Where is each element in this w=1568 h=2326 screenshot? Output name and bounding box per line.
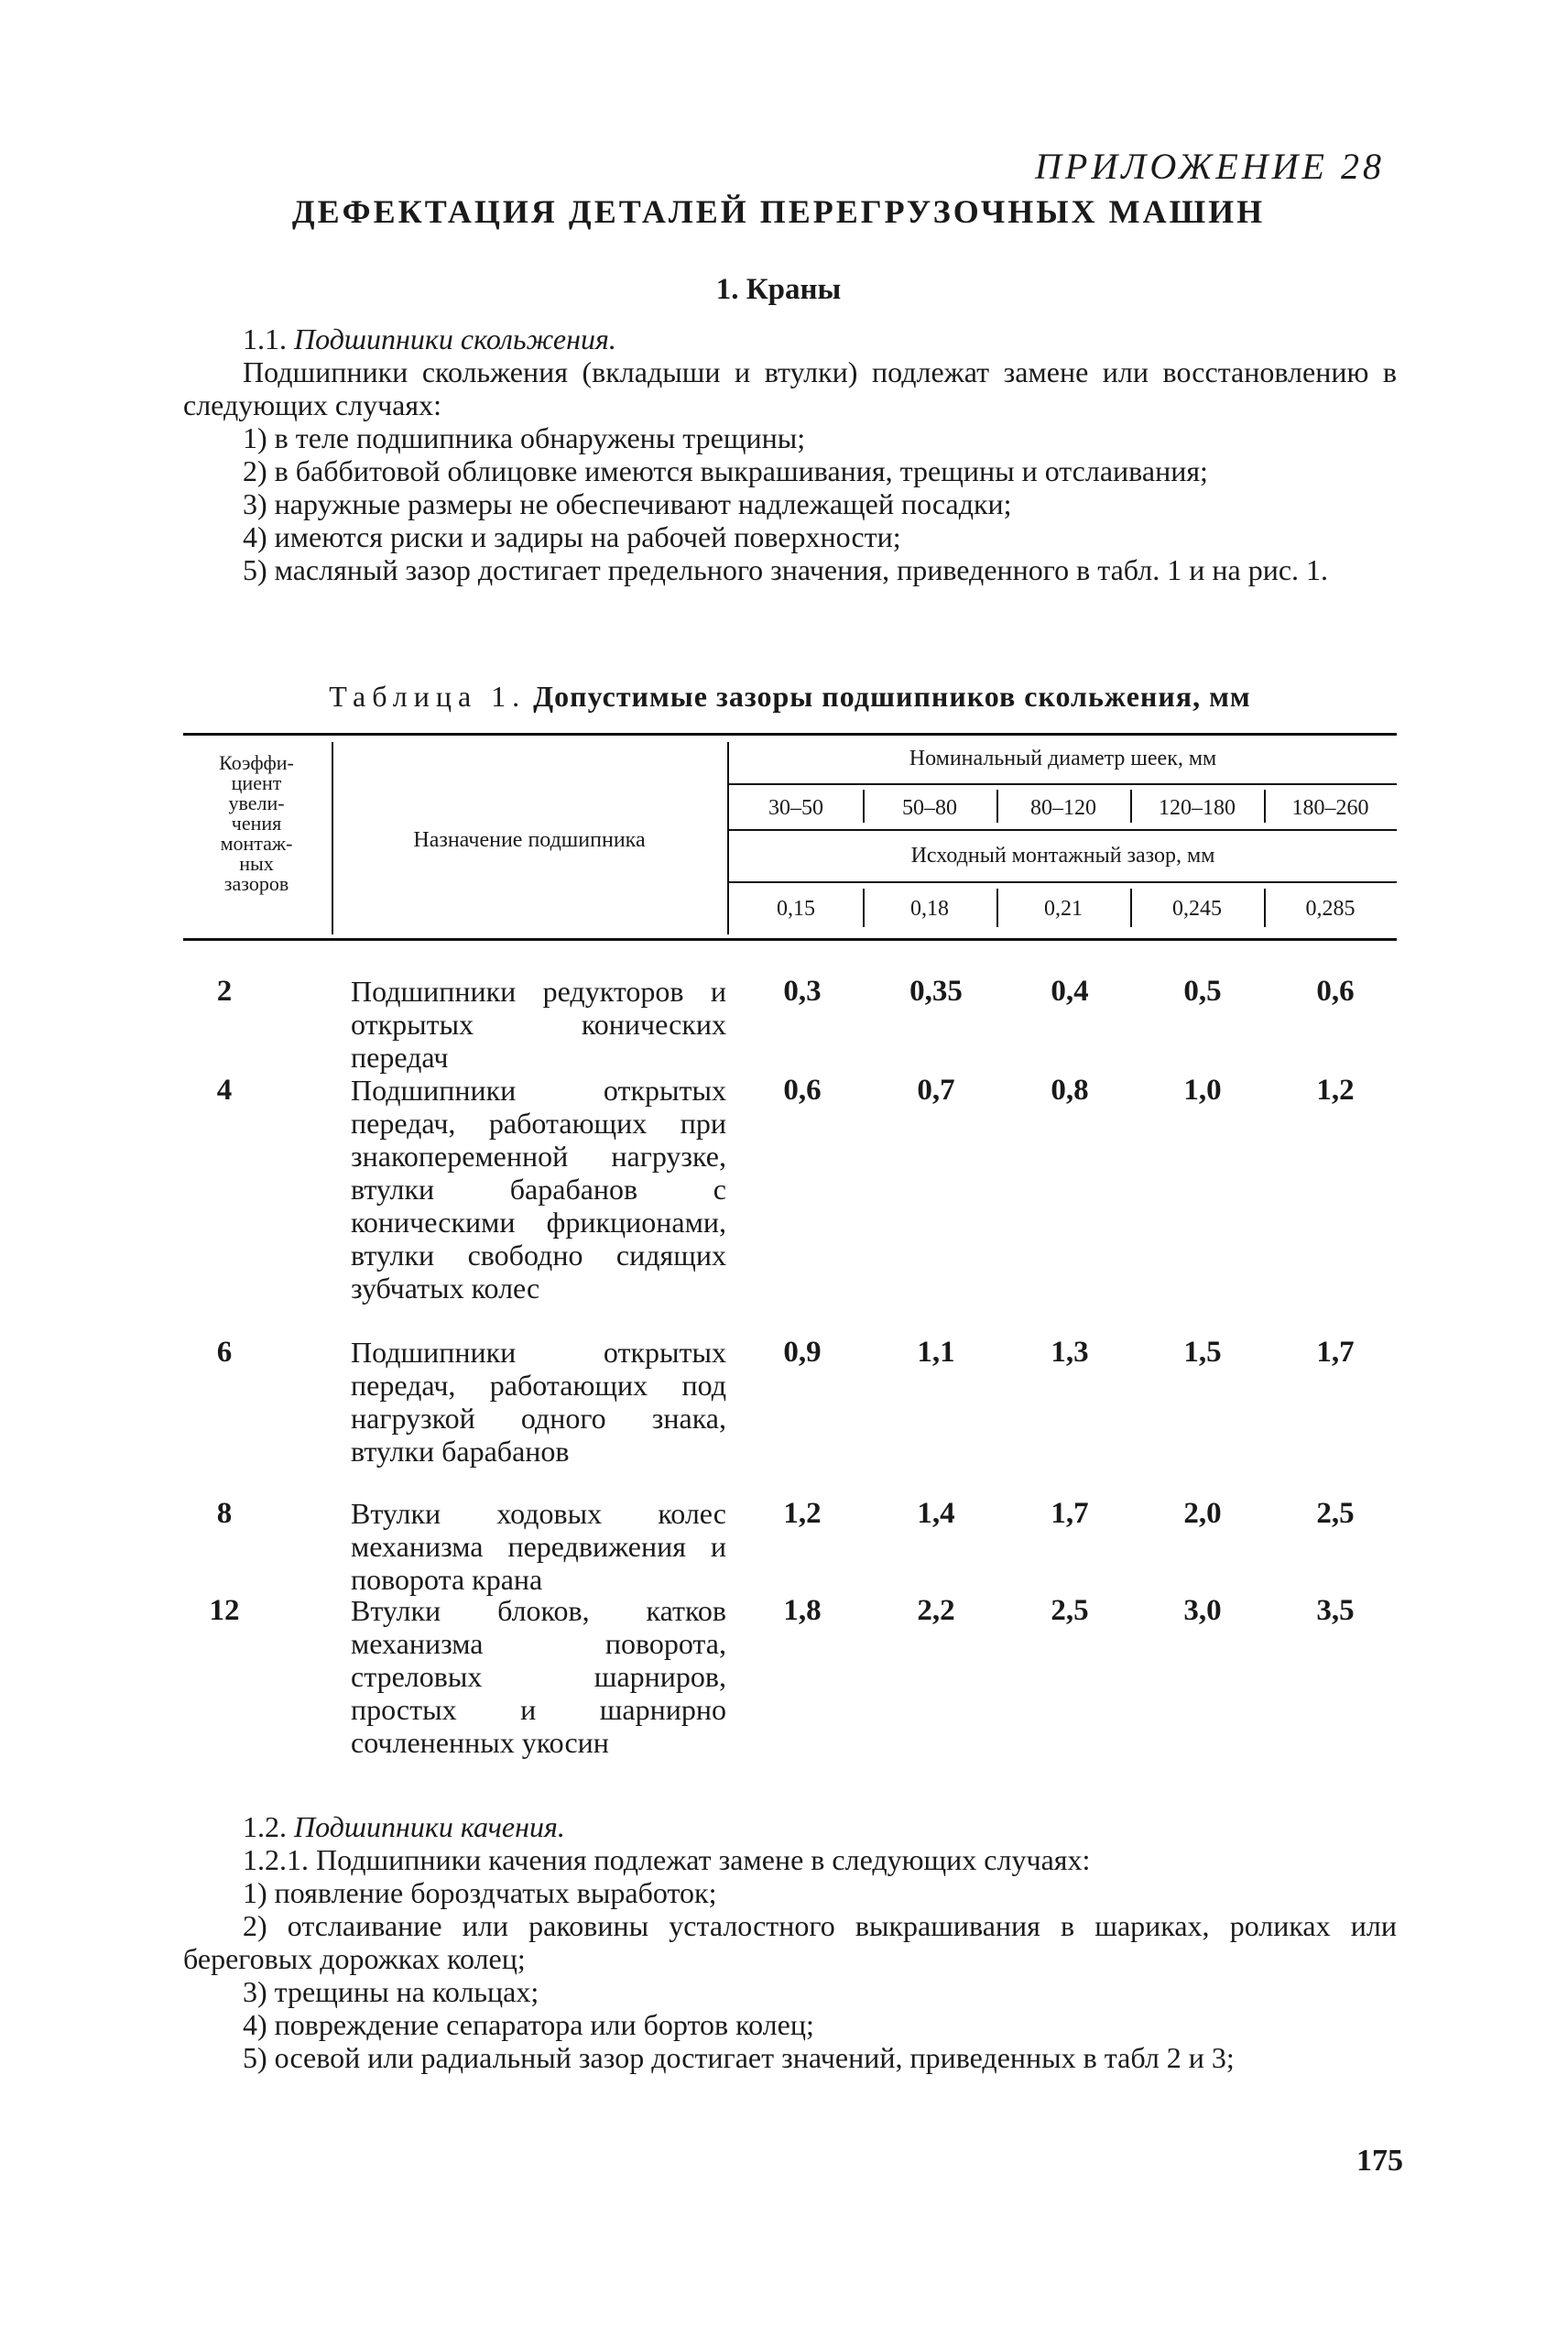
list-item: 1) появление бороздчатых выработок; [243, 1876, 717, 1909]
appendix-label: ПРИЛОЖЕНИЕ 28 [1035, 146, 1385, 187]
list-item: 3) трещины на кольцах; [243, 1975, 539, 2008]
page-title: ДЕФЕКТАЦИЯ ДЕТАЛЕЙ ПЕРЕГРУЗОЧНЫХ МАШИН [291, 193, 1266, 230]
list-item: 4) повреждение сепаратора или бортов колец; [243, 2008, 814, 2041]
value-cell: 1,7 [1051, 1497, 1089, 1530]
coef-cell: 6 [216, 1336, 233, 1369]
table-caption-title: Допустимые зазоры подшипников скольжения, мм [533, 680, 1251, 713]
table-caption [183, 680, 1397, 714]
header-diameter: 50–80 [902, 796, 957, 820]
value-cell: 3,0 [1183, 1594, 1222, 1627]
value-cell: 1,4 [917, 1497, 955, 1530]
purpose-cell: Втулки блоков, катков механизма поворота, стреловых шарниров, простых и шарнирно сочлененных укосин [351, 1594, 726, 1759]
purpose-cell: Подшипники открытых передач, работающих при знакопеременной нагрузке, втулки барабанов с коническими фрикционами, втулки свободно сидящих зубчатых колес [351, 1074, 726, 1305]
list-item: 5) масляный зазор достигает предельного значения, приведенного в табл. 1 и на рис. 1. [243, 553, 1329, 586]
header-coef-line: циент [231, 771, 282, 794]
header-divider [1264, 790, 1266, 823]
header-diameter: 30–50 [768, 796, 823, 820]
coef-cell: 12 [209, 1594, 240, 1627]
header-diameter: 180–260 [1291, 796, 1369, 820]
value-cell: 0,6 [1316, 975, 1355, 1008]
coef-cell: 4 [216, 1074, 233, 1107]
section-1-1-heading [183, 322, 1397, 355]
header-coef-line: Коэффи- [219, 751, 294, 774]
list-item: 4) имеются риски и задиры на рабочей поверхности; [243, 520, 901, 553]
header-coef-line: зазоров [223, 872, 289, 895]
header-purpose: Назначение подшипника [413, 828, 646, 852]
section-1-1-intro: Подшипники скольжения (вкладыши и втулки) подлежат замене или восстановлению в следующих случаях: [183, 355, 1397, 421]
header-initial-gap: 0,285 [1305, 897, 1356, 921]
section-1-2-intro: 1.2.1. Подшипники качения подлежат замене в следующих случаях: [243, 1843, 1091, 1876]
header-coef [183, 753, 330, 894]
table-top-rule [183, 733, 1397, 736]
value-cell: 1,7 [1316, 1336, 1355, 1369]
value-cell: 0,6 [783, 1074, 822, 1107]
header-initial-gap: 0,15 [777, 897, 815, 921]
value-cell: 2,0 [1183, 1497, 1222, 1530]
value-cell: 0,8 [1051, 1074, 1089, 1107]
value-cell: 0,3 [783, 975, 822, 1008]
value-cell: 0,7 [917, 1074, 955, 1107]
value-cell: 1,2 [1316, 1074, 1355, 1107]
section-1-1-num: 1.1. [243, 322, 287, 355]
purpose-cell: Втулки ходовых колес механизма передвижения и поворота крана [351, 1497, 726, 1596]
header-diameter: 120–180 [1159, 796, 1236, 820]
purpose-cell: Подшипники открытых передач, работающих под нагрузкой одного знака, втулки барабанов [351, 1336, 726, 1468]
value-cell: 1,5 [1183, 1336, 1222, 1369]
list-item: 3) наружные размеры не обеспечивают надлежащей посадки; [243, 487, 1012, 520]
coef-cell: 2 [216, 975, 233, 1008]
header-diameter-group: Номинальный диаметр шеек, мм [909, 747, 1217, 770]
value-cell: 0,5 [1183, 975, 1222, 1008]
header-divider [1130, 790, 1132, 823]
value-cell: 2,5 [1316, 1497, 1355, 1530]
list-item: 1) в теле подшипника обнаружены трещины; [243, 421, 806, 454]
section-1-1-title: Подшипники скольжения. [294, 322, 616, 355]
header-gap-group: Исходный монтажный зазор, мм [910, 844, 1215, 868]
header-divider [863, 889, 865, 927]
header-divider [996, 790, 998, 823]
value-cell: 0,9 [783, 1336, 822, 1369]
value-cell: 1,3 [1051, 1336, 1089, 1369]
header-divider [1130, 889, 1132, 927]
list-item: 2) в баббитовой облицовке имеются выкрашивания, трещины и отслаивания; [243, 454, 1208, 487]
header-initial-gap: 0,21 [1044, 897, 1083, 921]
header-rule [729, 783, 1397, 785]
value-cell: 1,8 [783, 1594, 822, 1627]
table-caption-label: Таблица 1. [329, 680, 527, 713]
header-diameter: 80–120 [1030, 796, 1096, 820]
header-rule [729, 829, 1397, 831]
header-divider [996, 889, 998, 927]
value-cell: 3,5 [1316, 1594, 1355, 1627]
page-number: 175 [1356, 2144, 1403, 2178]
section-1-2-num: 1.2. [243, 1810, 287, 1843]
header-divider [1264, 889, 1266, 927]
value-cell: 0,4 [1051, 975, 1089, 1008]
table-header-rule [183, 938, 1397, 941]
section-1-1 [183, 322, 1397, 586]
header-initial-gap: 0,245 [1172, 897, 1222, 921]
header-coef-line: ных [239, 852, 274, 875]
list-item: 2) отслаивание или раковины усталостного выкрашивания в шариках, роликах или береговых дорожках колец; [183, 1909, 1397, 1975]
section-1-2 [183, 1810, 1397, 2074]
header-rule [729, 881, 1397, 883]
value-cell: 1,1 [917, 1336, 955, 1369]
purpose-cell: Подшипники редукторов и открытых конических передач [351, 975, 726, 1074]
value-cell: 2,5 [1051, 1594, 1089, 1627]
value-cell: 2,2 [917, 1594, 955, 1627]
coef-cell: 8 [216, 1497, 233, 1530]
value-cell: 0,35 [909, 975, 963, 1008]
section-1-2-heading [183, 1810, 1397, 1843]
value-cell: 1,2 [783, 1497, 822, 1530]
value-cell: 1,0 [1183, 1074, 1222, 1107]
header-coef-line: чения [231, 812, 282, 835]
header-divider [863, 790, 865, 823]
list-item: 5) осевой или радиальный зазор достигает значений, приведенных в табл 2 и 3; [243, 2041, 1235, 2074]
header-coef-line: увели- [228, 792, 285, 814]
section-1-2-title: Подшипники качения. [294, 1810, 565, 1843]
header-coef-line: монтаж- [220, 832, 293, 855]
section-title: 1. Краны [715, 273, 842, 306]
header-initial-gap: 0,18 [910, 897, 949, 921]
